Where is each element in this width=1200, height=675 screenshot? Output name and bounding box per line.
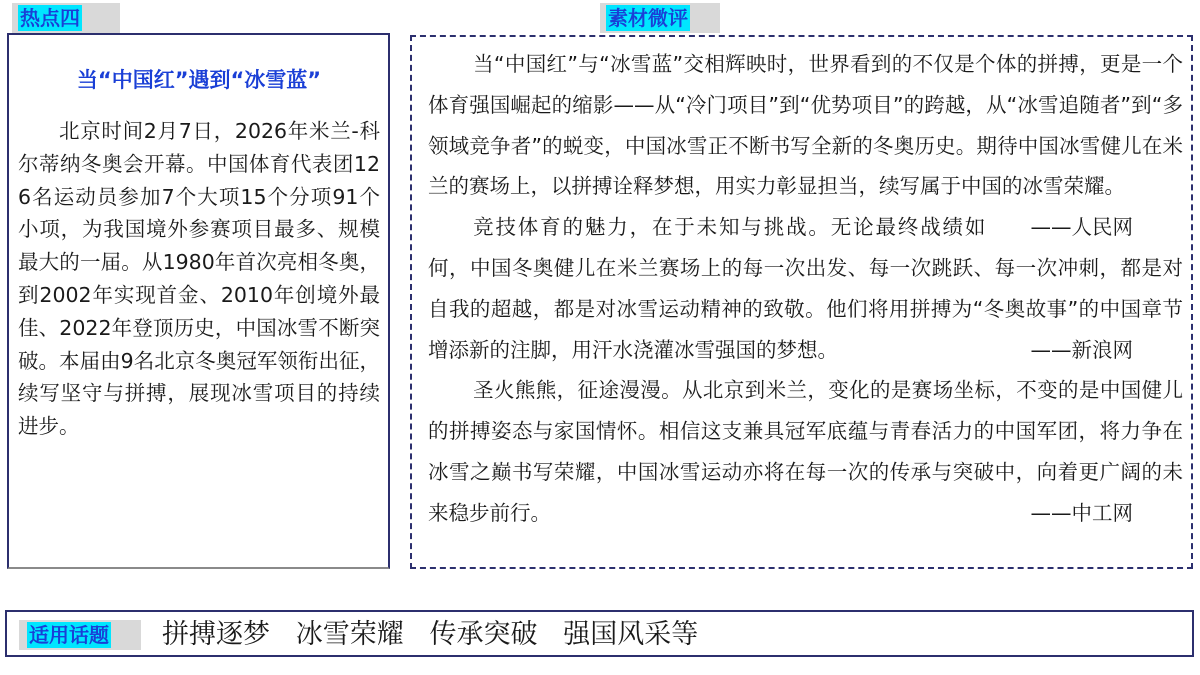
commentary-paragraph — [428, 44, 1183, 240]
news-title: 当“中国红”遇到“冰雪蓝” — [76, 68, 322, 92]
topics-bar — [5, 610, 1194, 657]
news-body: 北京时间2月7日，2026年米兰-科尔蒂纳冬奥会开幕。中国体育代表团126名运动员参加7个大项15个分项91个小项，为我国境外参赛项目最多、规模最大的一届。从1980年首次亮相冬奥，到2002年实现首金、2010年创境外最佳、2022年登顶历史，中国冰雪不断突破。本届由9名北京冬奥冠军领衔出征，续写坚守与拼搏，展现冰雪项目的持续进步。 — [18, 119, 380, 439]
news-panel — [7, 33, 390, 569]
commentary-source: ——新浪网 — [1030, 337, 1133, 362]
commentary-panel — [410, 35, 1193, 569]
commentary-paragraph — [428, 370, 1183, 533]
hotspot-tag-label: 热点四 — [20, 6, 80, 30]
commentary-text: 竞技体育的魅力，在于未知与挑战。无论最终战绩如何，中国冬奥健儿在米兰赛场上的每一次出发、每一次跳跃、每一次冲刺，都是对自我的超越，都是对冰雪运动精神的致敬。他们将用拼搏为“冬奥故事”的中国章节增添新的注脚，用汗水浇灌冰雪强国的梦想。 — [428, 215, 1183, 362]
topics-tag — [19, 620, 141, 650]
commentary-tag-label: 素材微评 — [608, 6, 688, 30]
hotspot-tag — [12, 3, 120, 33]
commentary-text: 圣火熊熊，征途漫漫。从北京到米兰，变化的是赛场坐标，不变的是中国健儿的拼搏姿态与家国情怀。相信这支兼具冠军底蕴与青春活力的中国军团，将力争在冰雪之巅书写荣耀，中国冰雪运动亦将在每一次的传承与突破中，向着更广阔的未来稳步前行。 — [428, 378, 1183, 525]
commentary-tag — [600, 3, 720, 33]
topics-list: 拼搏逐梦 冰雪荣耀 传承突破 强国风采等 — [162, 619, 699, 650]
commentary-text: 当“中国红”与“冰雪蓝”交相辉映时，世界看到的不仅是个体的拼搏，更是一个体育强国崛起的缩影——从“冷门项目”到“优势项目”的跨越，从“冰雪追随者”到“多领域竞争者”的蜕变，中国冰雪正不断书写全新的冬奥历史。期待中国冰雪健儿在米兰的赛场上，以拼搏诠释梦想，用实力彰显担当，续写属于中国的冰雪荣耀。 — [428, 52, 1183, 199]
commentary-source: ——人民网 — [1030, 215, 1133, 240]
topics-tag-label: 适用话题 — [29, 623, 109, 647]
commentary-source: ——中工网 — [1030, 500, 1133, 525]
